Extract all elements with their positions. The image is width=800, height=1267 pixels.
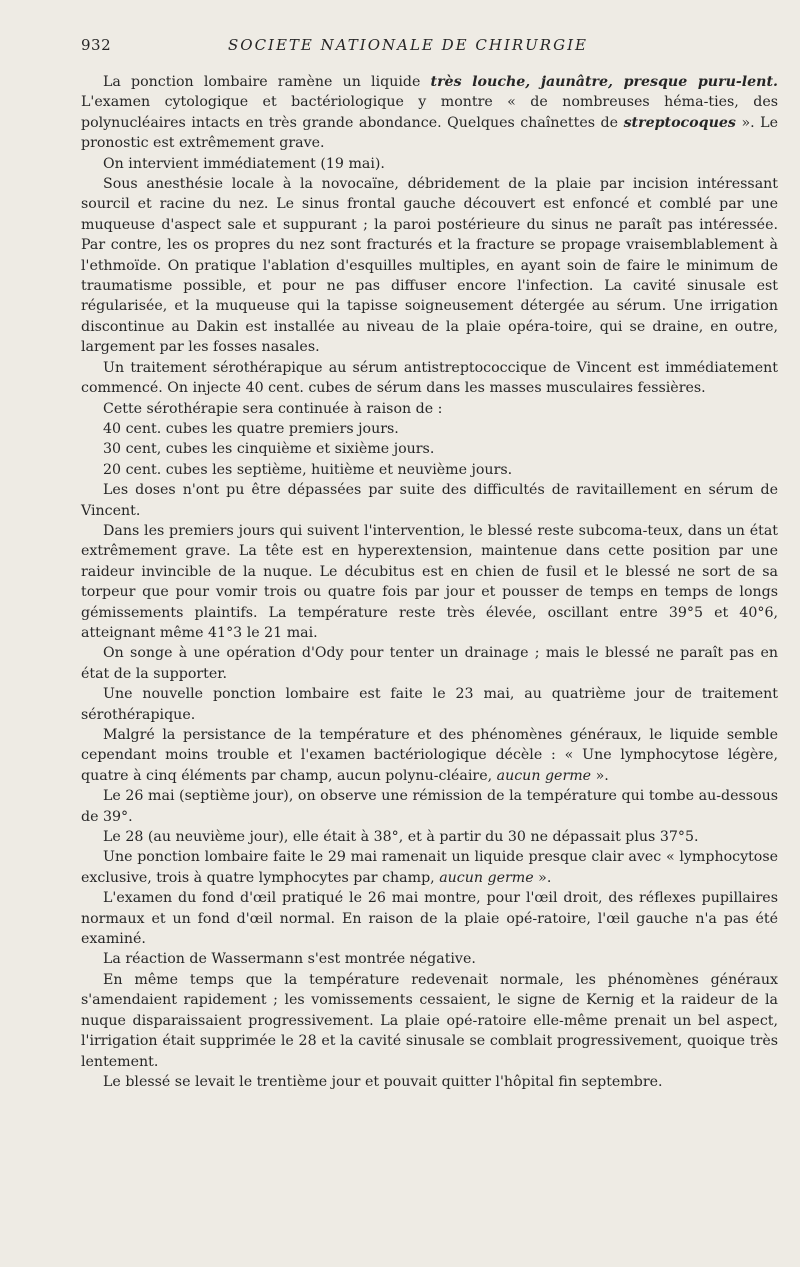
- paragraph: Le 26 mai (septième jour), on observe une rémission de la température qui tombe au-dessous de 39°.: [81, 788, 778, 825]
- page-number: 932: [81, 36, 112, 54]
- text-run: Malgré la persistance de la température et des phénomènes généraux, le liquide semble cependant moins trouble et l'examen bactériologique décèle : « Une lymphocytose légère, quatre à cinq éléments par champ, aucun polynu-cléaire,: [81, 727, 778, 784]
- dosage-line: 20 cent. cubes les septième, huitième et neuvième jours.: [103, 461, 513, 478]
- paragraph: On songe à une opération d'Ody pour tenter un drainage ; mais le blessé ne paraît pas en état de la supporter.: [81, 645, 778, 682]
- text-run: L'examen cytologique et bactériologique y montre « de nombreuses héma-ties, des polynucléaires intacts en très grande abondance. Quelques chaînettes de: [81, 94, 778, 131]
- dosage-line: 40 cent. cubes les quatre premiers jours.: [103, 420, 399, 437]
- paragraph: Cette sérothérapie sera continuée à raison de :: [103, 400, 443, 417]
- italic-emphasis: très louche, jaunâtre, presque puru-lent.: [430, 74, 778, 90]
- body-text: [81, 72, 778, 1092]
- text-run: Une ponction lombaire faite le 29 mai ramenait un liquide presque clair avec « lymphocytose exclusive, trois à quatre lymphocytes par champ,: [81, 849, 778, 886]
- paragraph: Les doses n'ont pu être dépassées par suite des difficultés de ravitaillement en sérum de Vincent.: [81, 482, 778, 519]
- italic-emphasis: aucun germe: [439, 869, 534, 886]
- text-run: ».: [591, 767, 609, 784]
- paragraph: On intervient immédiatement (19 mai).: [103, 155, 385, 172]
- italic-emphasis: streptocoques: [623, 114, 736, 131]
- paragraph: Le 28 (au neuvième jour), elle était à 38°, et à partir du 30 ne dépassait plus 37°5.: [103, 829, 699, 846]
- paragraph: Sous anesthésie locale à la novocaïne, débridement de la plaie par incision intéressant sourcil et racine du nez. Le sinus frontal gauche découvert est enfoncé et comblé par une muqueuse d'aspect sale et suppurant ; la paroi postérieure du sinus ne paraît pas intéressée. Par contre, les os propres du nez sont fracturés et la fracture se propage vraisemblablement à l'ethmoïde. On pratique l'ablation d'esquilles multiples, en ayant soin de faire le minimum de traumatisme possible, et pour ne pas diffuser encore l'infection. La cavité sinusale est régularisée, et la muqueuse qui la tapisse soigneusement détergée au sérum. Une irrigation discontinue au Dakin est installée au niveau de la plaie opéra-toire, qui se draine, en outre, largement par les fosses nasales.: [81, 176, 778, 356]
- text-run: La ponction lombaire ramène un liquide: [103, 74, 431, 90]
- paragraph: Un traitement sérothérapique au sérum antistreptococcique de Vincent est immédiatement commencé. On injecte 40 cent. cubes de sérum dans les masses musculaires fessières.: [81, 359, 778, 397]
- paragraph: [81, 847, 778, 888]
- dosage-line: 30 cent, cubes les cinquième et sixième jours.: [103, 441, 435, 458]
- paragraph-cerebrospinal-puncture: [81, 72, 778, 154]
- paragraph: [81, 725, 778, 786]
- page-header: [81, 36, 778, 64]
- paragraph: Le blessé se levait le trentième jour et pouvait quitter l'hôpital fin septembre.: [103, 1073, 663, 1090]
- paragraph: La réaction de Wassermann s'est montrée négative.: [103, 951, 476, 968]
- running-title: SOCIETE NATIONALE DE CHIRURGIE: [228, 36, 588, 54]
- italic-emphasis: aucun germe: [496, 767, 592, 784]
- paragraph: L'examen du fond d'œil pratiqué le 26 mai montre, pour l'œil droit, des réflexes pupillaires normaux et un fond d'œil normal. En raison de la plaie opé-ratoire, l'œil gauche n'a pas été examiné.: [81, 890, 778, 948]
- paragraph: En même temps que la température redevenait normale, les phénomènes généraux s'amendaient rapidement ; les vomissements cessaient, le signe de Kernig et la raideur de la nuque disparaissaient progressivement. La plaie opé-ratoire elle-même prenait un bel aspect, l'irrigation était supprimée le 28 et la cavité sinusale se comblait progressivement, quoique très lentement.: [81, 971, 778, 1070]
- paragraph: Dans les premiers jours qui suivent l'intervention, le blessé reste subcoma-teux, dans un état extrêmement grave. La tête est en hyperextension, maintenue dans cette position par une raideur invincible de la nuque. Le décubitus est en chien de fusil et le blessé ne sort de sa torpeur que pour vomir trois ou quatre fois par jour et pousser de temps en temps de longs gémissements plaintifs. La température reste très élevée, oscillant entre 39°5 et 40°6, atteignant même 41°3 le 21 mai.: [81, 522, 778, 641]
- text-run: ».: [533, 869, 552, 886]
- paragraph: Une nouvelle ponction lombaire est faite le 23 mai, au quatrième jour de traitement sérothérapique.: [81, 686, 778, 723]
- text-run: ». Le pronostic est extrêmement grave.: [81, 114, 778, 152]
